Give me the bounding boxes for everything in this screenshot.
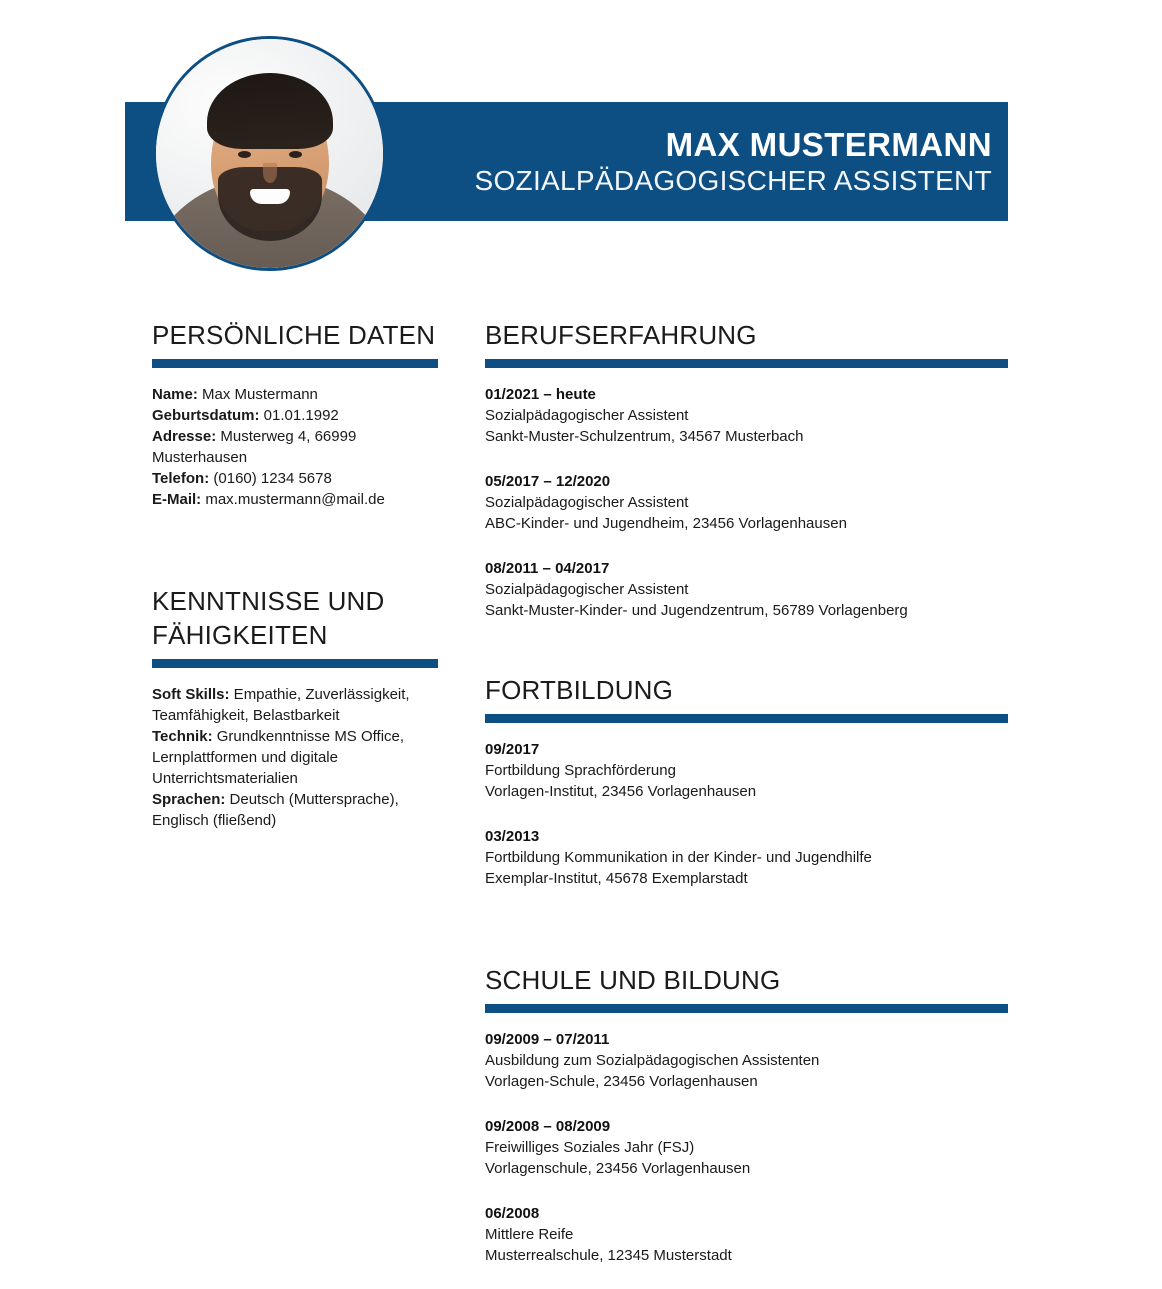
training-entries (485, 739, 1008, 889)
list-item (152, 468, 438, 489)
list-item (152, 426, 438, 468)
section-rule (485, 359, 1008, 368)
list-item (152, 405, 438, 426)
entry-role: Mittlere Reife (485, 1226, 574, 1243)
personal-data-list (152, 384, 438, 510)
field-value: max.mustermann@mail.de (201, 491, 385, 508)
list-item (152, 684, 438, 726)
list-item (485, 558, 1008, 621)
section-title-skills (152, 584, 438, 652)
entry-place: ABC-Kinder- und Jugendheim, 23456 Vorlagenhausen (485, 515, 847, 532)
section-title-education: SCHULE UND BILDUNG (485, 965, 781, 995)
field-key: E-Mail: (152, 491, 202, 508)
list-item (485, 1203, 1008, 1266)
entry-date: 05/2017 – 12/2020 (485, 473, 611, 490)
entry-place: Exemplar-Institut, 45678 Exemplarstadt (485, 870, 748, 887)
list-item (485, 471, 1008, 534)
section-rule (485, 1004, 1008, 1013)
main-column (485, 318, 1008, 1266)
list-item (485, 739, 1008, 802)
header-subtitle: SOZIALPÄDAGOGISCHER ASSISTENT (474, 164, 992, 196)
spacer (485, 621, 1008, 673)
field-value: 01.01.1992 (259, 407, 339, 424)
field-value: Deutsch (Muttersprache), Englisch (fließend) (152, 791, 399, 829)
entry-role: Fortbildung Kommunikation in der Kinder- und Jugendhilfe (485, 849, 872, 866)
section-personal-data (152, 318, 438, 510)
field-value: Musterweg 4, 66999 Musterhausen (152, 428, 357, 466)
field-key: Soft Skills: (152, 686, 230, 703)
field-key: Sprachen: (152, 791, 226, 808)
section-title-training: FORTBILDUNG (485, 675, 674, 705)
section-title-personal-data: PERSÖNLICHE DATEN (152, 320, 436, 350)
section-rule (152, 659, 438, 668)
entry-role: Sozialpädagogischer Assistent (485, 581, 689, 598)
entry-place: Sankt-Muster-Schulzentrum, 34567 Musterbach (485, 428, 804, 445)
section-training (485, 673, 1008, 889)
entry-place: Musterrealschule, 12345 Musterstadt (485, 1247, 732, 1264)
field-key: Name: (152, 386, 198, 403)
entry-role: Fortbildung Sprachförderung (485, 762, 676, 779)
section-experience (485, 318, 1008, 621)
entry-role: Freiwilliges Soziales Jahr (FSJ) (485, 1139, 695, 1156)
field-value: (0160) 1234 5678 (209, 470, 332, 487)
skills-list (152, 684, 438, 831)
entry-date: 08/2011 – 04/2017 (485, 560, 610, 577)
section-title-line-1: KENNTNISSE UND (152, 586, 385, 616)
list-item (485, 384, 1008, 447)
entry-date: 09/2009 – 07/2011 (485, 1031, 610, 1048)
entry-place: Vorlagenschule, 23456 Vorlagenhausen (485, 1160, 751, 1177)
list-item (152, 789, 438, 831)
section-title-line-2: FÄHIGKEITEN (152, 620, 328, 650)
sidebar-column (152, 318, 438, 831)
field-value: Grundkenntnisse MS Office, Lernplattformen und digitale Unterrichtsmaterialien (152, 728, 405, 787)
field-key: Telefon: (152, 470, 210, 487)
entry-date: 09/2008 – 08/2009 (485, 1118, 611, 1135)
field-key: Geburtsdatum: (152, 407, 260, 424)
list-item (485, 826, 1008, 889)
entry-date: 06/2008 (485, 1205, 540, 1222)
avatar (153, 36, 386, 271)
list-item (485, 1116, 1008, 1179)
portrait-photo-icon (156, 39, 383, 268)
entry-role: Ausbildung zum Sozialpädagogischen Assistenten (485, 1052, 820, 1069)
entry-place: Vorlagen-Institut, 23456 Vorlagenhausen (485, 783, 757, 800)
field-key: Technik: (152, 728, 213, 745)
field-key: Adresse: (152, 428, 217, 445)
education-entries (485, 1029, 1008, 1266)
section-rule (485, 714, 1008, 723)
section-rule (152, 359, 438, 368)
spacer (485, 889, 1008, 963)
section-skills (152, 584, 438, 831)
list-item (152, 384, 438, 405)
field-value: Max Mustermann (197, 386, 318, 403)
list-item (152, 726, 438, 789)
page-title: MAX MUSTERMANN (665, 125, 992, 163)
entry-date: 09/2017 (485, 741, 540, 758)
list-item (152, 489, 438, 510)
entry-place: Vorlagen-Schule, 23456 Vorlagenhausen (485, 1073, 758, 1090)
list-item (485, 1029, 1008, 1092)
entry-role: Sozialpädagogischer Assistent (485, 494, 689, 511)
experience-entries (485, 384, 1008, 621)
entry-role: Sozialpädagogischer Assistent (485, 407, 689, 424)
entry-date: 01/2021 – heute (485, 386, 596, 403)
entry-place: Sankt-Muster-Kinder- und Jugendzentrum, 56789 Vorlagenberg (485, 602, 908, 619)
spacer (152, 510, 438, 584)
cv-header (0, 0, 1162, 300)
field-value: Empathie, Zuverlässigkeit, Teamfähigkeit, Belastbarkeit (152, 686, 410, 724)
entry-date: 03/2013 (485, 828, 540, 845)
section-title-experience: BERUFSERFAHRUNG (485, 320, 757, 350)
section-education (485, 963, 1008, 1266)
